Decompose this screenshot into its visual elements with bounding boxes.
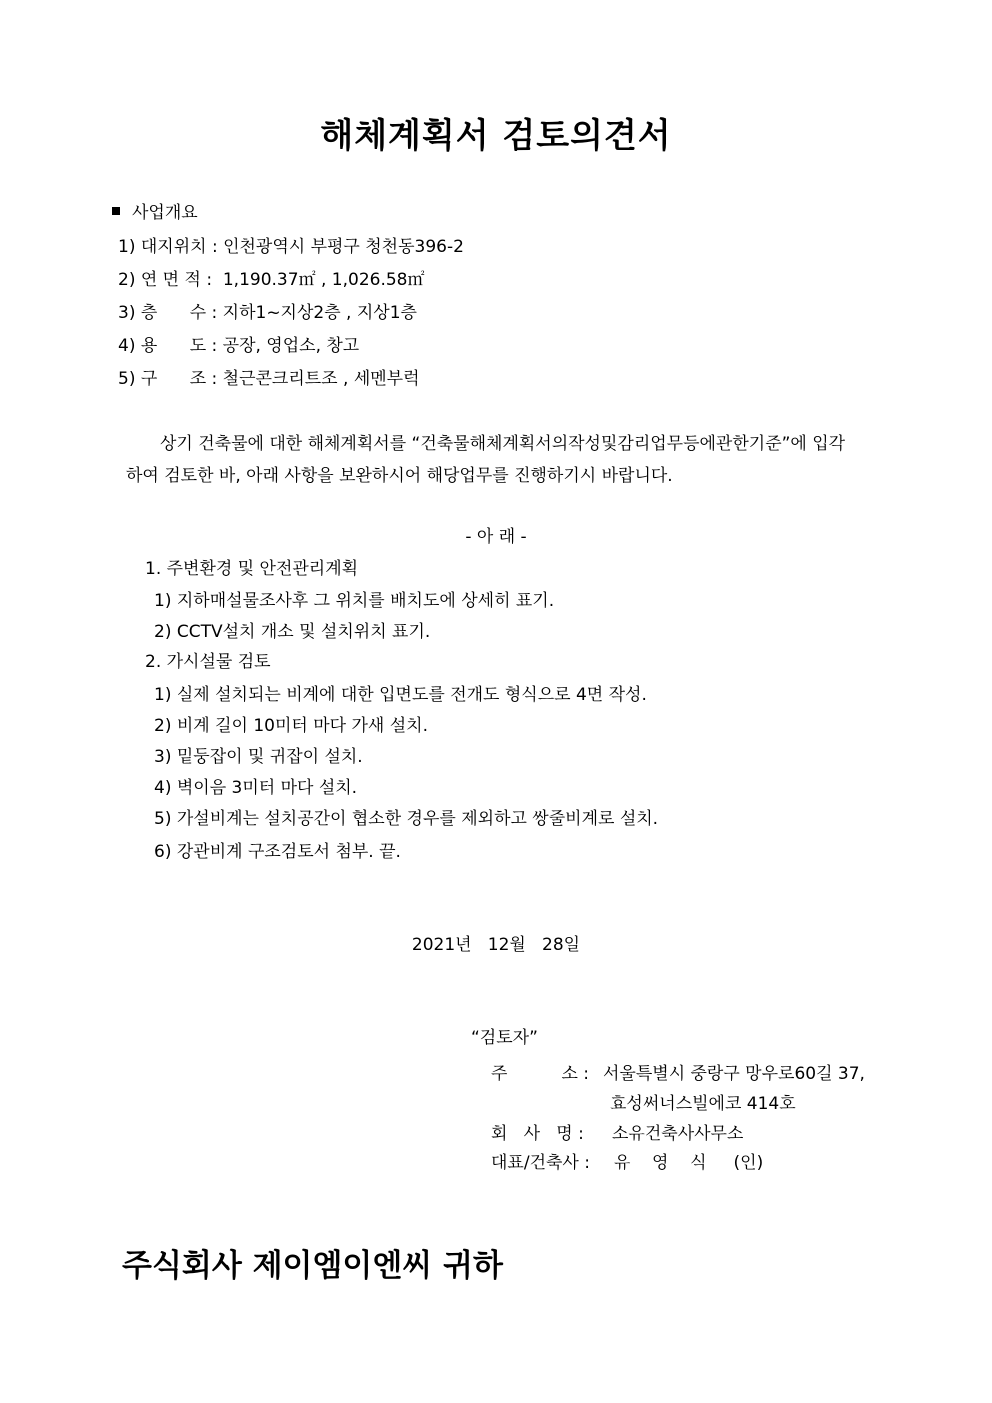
address-line-1: 서울특별시 중랑구 망우로60길 37, (603, 1064, 865, 1084)
document-title: 해체계획서 검토의견서 (320, 116, 672, 156)
company-name: 소유건축사사무소 (612, 1124, 744, 1144)
document-date: 2021년 12월 28일 (411, 935, 581, 955)
intro-line-1: 상기 건축물에 대한 해체계획서를 “건축물해체계획서의작성및감리업무등에관한기준”에 입각 (160, 434, 846, 454)
list-item: 5) 가설비계는 설치공간이 협소한 경우를 제외하고 쌍줄비계로 설치. (154, 809, 659, 829)
overview-item-structure: 5) 구 조 : 철근콘크리트조 , 세멘부럭 (118, 369, 420, 389)
list-item: 4) 벽이음 3미터 마다 설치. (154, 778, 358, 798)
intro-line-2: 하여 검토한 바, 아래 사항을 보완하시어 해당업무를 진행하기시 바랍니다. (126, 466, 673, 486)
representative-label: 대표/건축사 : (491, 1153, 590, 1173)
company-label: 회 사 명 : (491, 1124, 584, 1144)
representative-name: 유 영 식 (인) (614, 1153, 764, 1173)
address-label: 주 소 : (491, 1064, 590, 1084)
overview-heading-text: 사업개요 (132, 203, 198, 223)
section-title: 2. 가시설물 검토 (145, 652, 271, 672)
list-item: 1) 지하매설물조사후 그 위치를 배치도에 상세히 표기. (154, 591, 555, 611)
addressee: 주식회사 제이엠이엔씨 귀하 (122, 1248, 503, 1284)
overview-item-floors: 3) 층 수 : 지하1~지상2층 , 지상1층 (118, 303, 417, 323)
list-item: 3) 밑둥잡이 및 귀잡이 설치. (154, 747, 363, 767)
overview-item-site: 1) 대지위치 : 인천광역시 부평구 청천동396-2 (118, 237, 464, 257)
section-title: 1. 주변환경 및 안전관리계획 (145, 559, 359, 579)
list-item: 2) 비계 길이 10미터 마다 가새 설치. (154, 716, 428, 736)
address-line-2: 효성써너스빌에코 414호 (610, 1094, 796, 1114)
overview-heading (112, 202, 198, 224)
reviewer-label: “검토자” (471, 1028, 538, 1048)
list-item: 1) 실제 설치되는 비계에 대한 입면도를 전개도 형식으로 4면 작성. (154, 685, 647, 705)
list-item: 2) CCTV설치 개소 및 설치위치 표기. (154, 622, 431, 642)
overview-item-use: 4) 용 도 : 공장, 영업소, 창고 (118, 336, 360, 356)
overview-item-area: 2) 연 면 적 : 1,190.37㎡ , 1,026.58㎡ (118, 270, 425, 290)
note-heading: - 아 래 - (465, 527, 527, 547)
list-item: 6) 강관비계 구조검토서 첨부. 끝. (154, 842, 401, 862)
square-bullet-icon (112, 207, 120, 215)
